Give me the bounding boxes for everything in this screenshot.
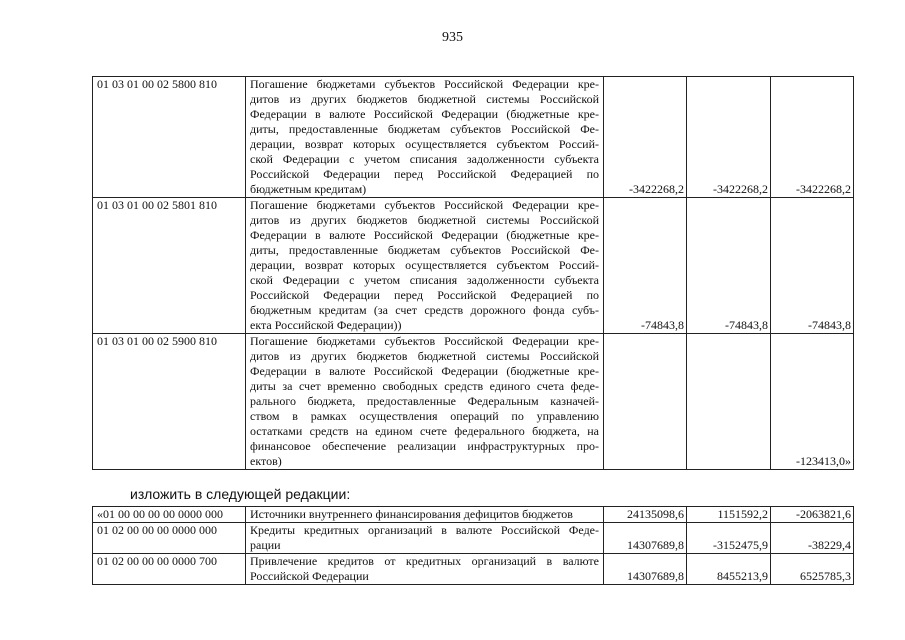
amount-year-1: -74843,8	[604, 198, 687, 334]
table-row	[93, 334, 854, 470]
amount-year-2: -3152475,9	[687, 523, 771, 554]
description-line: Федерации в валюте Российской Федерации (бюджетные кре-	[250, 228, 599, 242]
document-body	[92, 76, 853, 605]
amount-year-1: -3422268,2	[604, 77, 687, 198]
budget-table-new	[92, 506, 854, 585]
budget-table-old	[92, 76, 854, 470]
description-line: рального бюджета, предоставленные Федеральным казначей-	[250, 394, 599, 408]
description-line: Федерации в валюте Российской Федерации (бюджетные кре-	[250, 364, 599, 378]
budget-code: 01 03 01 00 02 5900 810	[93, 334, 246, 470]
description	[246, 554, 604, 585]
amount-year-2: -3422268,2	[687, 77, 771, 198]
description-line: дерации, возврат которых осуществляется субъектом Россий-	[250, 258, 599, 272]
description	[246, 523, 604, 554]
amount-year-2	[687, 334, 771, 470]
budget-code: 01 02 00 00 00 0000 000	[93, 523, 246, 554]
description-line: рации	[250, 538, 281, 552]
description-line: Погашение бюджетами субъектов Российской Федерации кре-	[250, 77, 599, 91]
budget-code: «01 00 00 00 00 0000 000	[93, 507, 246, 523]
amount-year-3: -3422268,2	[771, 77, 854, 198]
description-line: дитов из других бюджетов бюджетной системы Российской	[250, 349, 599, 363]
description-line: диты за счет временно свободных средств единого счета феде-	[250, 379, 599, 393]
amount-year-3: -74843,8	[771, 198, 854, 334]
table-row	[93, 198, 854, 334]
amount-year-2: 1151592,2	[687, 507, 771, 523]
amendment-intro: изложить в следующей редакции:	[130, 486, 351, 502]
amount-year-2: -74843,8	[687, 198, 771, 334]
description-line: Федерации в валюте Российской Федерации (бюджетные кре-	[250, 107, 599, 121]
description-line: екта Российской Федерации))	[250, 318, 402, 332]
table-row	[93, 77, 854, 198]
amount-year-3: -38229,4	[771, 523, 854, 554]
budget-code: 01 02 00 00 00 0000 700	[93, 554, 246, 585]
description-line: финансовое обеспечение реализации инфраструктурных про-	[250, 439, 599, 453]
table-row	[93, 507, 854, 523]
description-line: бюджетным кредитам (за счет средств дорожного фонда субъ-	[250, 303, 599, 317]
description-line: Кредиты кредитных организаций в валюте Российской Феде-	[250, 523, 599, 537]
page-number: 935	[442, 30, 463, 45]
description-line: диты, предоставленные бюджетам субъектов Российской Фе-	[250, 122, 599, 136]
amount-year-1	[604, 334, 687, 470]
description-line: Погашение бюджетами субъектов Российской Федерации кре-	[250, 198, 599, 212]
amount-year-3: -123413,0»	[771, 334, 854, 470]
budget-code: 01 03 01 00 02 5801 810	[93, 198, 246, 334]
budget-code: 01 03 01 00 02 5800 810	[93, 77, 246, 198]
description-line: Привлечение кредитов от кредитных организаций в валюте	[250, 554, 599, 568]
description-line: диты, предоставленные бюджетам субъектов Российской Фе-	[250, 243, 599, 257]
amount-year-3: 6525785,3	[771, 554, 854, 585]
description-line: дитов из других бюджетов бюджетной системы Российской	[250, 213, 599, 227]
description	[246, 334, 604, 470]
table-row	[93, 554, 854, 585]
amount-year-1: 24135098,6	[604, 507, 687, 523]
amount-year-1: 14307689,8	[604, 554, 687, 585]
description	[246, 507, 604, 523]
description-line: дитов из других бюджетов бюджетной системы Российской	[250, 92, 599, 106]
table-row	[93, 523, 854, 554]
description-line: Российской Федерации	[250, 569, 369, 583]
description-line: дерации, возврат которых осуществляется субъектом Россий-	[250, 137, 599, 151]
description	[246, 77, 604, 198]
description-line: ектов)	[250, 454, 282, 468]
description-line: бюджетным кредитам)	[250, 182, 367, 196]
description-line: Российской Федерации перед Российской Федерацией по	[250, 288, 599, 302]
amount-year-2: 8455213,9	[687, 554, 771, 585]
description-line: ством в рамках осуществления операций по управлению	[250, 409, 599, 423]
description-line: Российской Федерации перед Российской Федерацией по	[250, 167, 599, 181]
description-line: остатками средств на едином счете федерального бюджета, на	[250, 424, 599, 438]
description	[246, 198, 604, 334]
description-line: ской Федерации с учетом списания задолженности субъекта	[250, 273, 599, 287]
amount-year-1: 14307689,8	[604, 523, 687, 554]
amount-year-3: -2063821,6	[771, 507, 854, 523]
description-line: Источники внутреннего финансирования дефицитов бюджетов	[250, 507, 573, 521]
description-line: Погашение бюджетами субъектов Российской Федерации кре-	[250, 334, 599, 348]
description-line: ской Федерации с учетом списания задолженности субъекта	[250, 152, 599, 166]
